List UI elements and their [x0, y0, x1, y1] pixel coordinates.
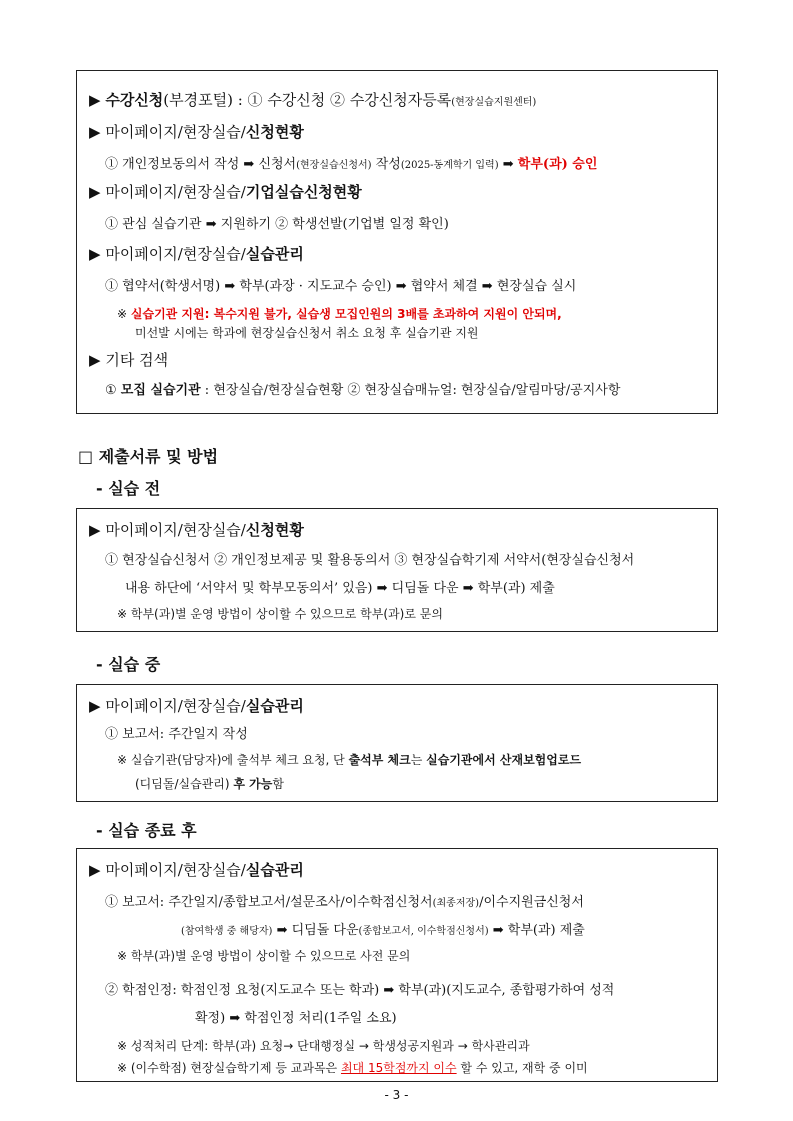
row-notice-prior: ※ 학부(과)별 운영 방법이 상이할 수 있으므로 사전 문의 [117, 949, 411, 963]
row-notice-dept: ※ 학부(과)별 운영 방법이 상이할 수 있으므로 학부(과)로 문의 [117, 607, 443, 621]
row-mypage-practice-manage: ▶ 마이페이지/현장실습/실습관리 [89, 861, 304, 879]
bullet-arrow-icon: ▶ [89, 183, 101, 201]
page-number: - 3 - [384, 1088, 409, 1102]
row-notice-cancel: 미선발 시에는 학과에 현장실습신청서 취소 요청 후 실습기관 지원 [135, 326, 479, 340]
row-mypage-apply-status: ▶ 마이페이지/현장실습/신청현황 [89, 521, 304, 539]
row-attendance-notice-cont: (디딤돌/실습관리) 후 가능함 [135, 777, 284, 791]
bullet-arrow-icon: ▶ [89, 123, 101, 141]
info-box-apply [76, 70, 718, 414]
row-weekly-report: ① 보고서: 주간일지 작성 [105, 727, 248, 742]
row-grade-steps: ※ 성적처리 단계: 학부(과) 요청→ 단대행정실 → 학생성공지원과 → 학사관리과 [117, 1039, 530, 1053]
row-mypage-practice-manage: ▶ 마이페이지/현장실습/실습관리 [89, 697, 304, 715]
sub-heading-before: - 실습 전 [96, 479, 161, 498]
row-credit-process: 확정) ➡ 학점인정 처리(1주일 소요) [195, 1011, 397, 1026]
row-credit-request: ② 학점인정: 학점인정 요청(지도교수 또는 학과) ➡ 학부(과)(지도교수, 종합평가하여 성적 [105, 983, 615, 998]
sub-heading-after: - 실습 종료 후 [96, 821, 197, 840]
row-apply-steps: ① 개인정보동의서 작성 ➡ 신청서(현장실습신청서) 작성(2025-동계학기 입력) ➡ 학부(과) 승인 [105, 157, 598, 172]
row-notice-red: ※ 실습기관 지원: 복수지원 불가, 실습생 모집인원의 3배를 초과하여 지원이 안되며, [117, 307, 562, 321]
row-search-paths: ① 모집 실습기관 : 현장실습/현장실습현황 ② 현장실습매뉴얼: 현장실습/알림마당/공지사항 [105, 383, 621, 398]
info-box-before [76, 508, 718, 632]
row-company-steps: ① 관심 실습기관 ➡ 지원하기 ② 학생선발(기업별 일정 확인) [105, 217, 449, 232]
row-credit-limit: ※ (이수학점) 현장실습학기제 등 교과목은 최대 15학점까지 이수 할 수 있고, 재학 중 이미 [117, 1061, 588, 1075]
info-box-after [76, 848, 718, 1082]
row-doc-submit: 내용 하단에 ‘서약서 및 학부모동의서’ 있음) ➡ 디딤돌 다운 ➡ 학부(과) 제출 [125, 581, 555, 596]
bullet-arrow-icon: ▶ [89, 351, 101, 369]
sub-heading-during: - 실습 중 [96, 655, 161, 674]
info-box-during [76, 684, 718, 802]
row-course-registration: ▶ 수강신청(부경포털) : ① 수강신청 ② 수강신청자등록(현장실습지원센터) [89, 91, 537, 109]
dept-approval-highlight: 학부(과) 승인 [517, 157, 598, 172]
section-heading-documents: □ 제출서류 및 방법 [78, 447, 219, 466]
row-final-reports: ① 보고서: 주간일지/종합보고서/설문조사/이수학점신청서(최종저장)/이수지원금신청서 [105, 895, 584, 910]
bullet-arrow-icon: ▶ [89, 861, 101, 879]
bullet-arrow-icon: ▶ [89, 245, 101, 263]
row-other-search: ▶ 기타 검색 [89, 351, 169, 369]
bullet-arrow-icon: ▶ [89, 91, 101, 109]
credit-limit-highlight: 최대 15학점까지 이수 [340, 1061, 457, 1075]
row-mypage-practice-manage: ▶ 마이페이지/현장실습/실습관리 [89, 245, 304, 263]
row-agreement-steps: ① 협약서(학생서명) ➡ 학부(과장 · 지도교수 승인) ➡ 협약서 체결 ➡ 현장실습 실시 [105, 279, 577, 294]
row-doc-list: ① 현장실습신청서 ② 개인정보제공 및 활용동의서 ③ 현장실습학기제 서약서(현장실습신청서 [105, 553, 635, 568]
bullet-arrow-icon: ▶ [89, 697, 101, 715]
row-final-submit: (참여학생 중 해당자) ➡ 디딤돌 다운(종합보고서, 이수학점신청서) ➡ 학부(과) 제출 [181, 923, 585, 938]
row-mypage-company-apply: ▶ 마이페이지/현장실습/기업실습신청현황 [89, 183, 362, 201]
row-mypage-apply-status: ▶ 마이페이지/현장실습/신청현황 [89, 123, 304, 141]
row-attendance-notice: ※ 실습기관(담당자)에 출석부 체크 요청, 단 출석부 체크는 실습기관에서 산재보험업로드 [117, 753, 582, 767]
bullet-arrow-icon: ▶ [89, 521, 101, 539]
